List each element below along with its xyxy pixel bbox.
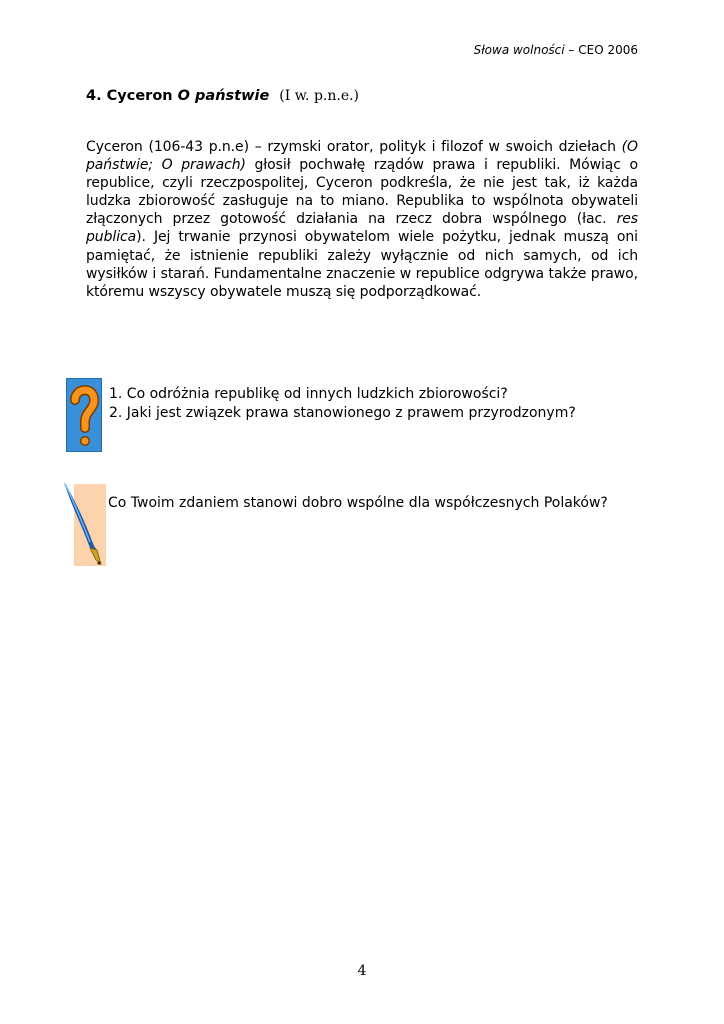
- section-title: [86, 86, 359, 106]
- paragraph-part-1: Cyceron (106-43 p.n.e) – rzymski orator, polityk i filozof w swoich dziełach: [86, 139, 622, 155]
- page-number: 4: [357, 963, 367, 979]
- question-list: [109, 385, 576, 423]
- section-date: (I w. p.n.e.): [279, 88, 360, 104]
- running-header: [474, 42, 638, 58]
- fountain-pen-icon: [60, 480, 106, 568]
- writing-prompt: Co Twoim zdaniem stanowi dobro wspólne dla współczesnych Polaków?: [108, 495, 608, 511]
- question-item: 2. Jaki jest związek prawa stanowionego z prawem przyrodzonym?: [109, 405, 576, 421]
- work-title: O państwie: [177, 88, 270, 104]
- paragraph-part-2: głosił pochwałę rządów prawa i republiki. Mówiąc o republice, czyli rzeczpospolitej, Cyceron podkreśla, że nie jest tak, iż każda ludzka zbiorowość zasługuje na to miano. Republika to wspólnota obywateli złączonych przez gotowość działania na rzecz dobra wspólnego (łac.: [86, 157, 638, 228]
- section-number-author: 4. Cyceron: [86, 88, 178, 104]
- question-mark-icon: [66, 378, 102, 452]
- publication-title: Słowa wolności: [473, 43, 565, 57]
- latin-term: res publica: [86, 211, 638, 246]
- paragraph-part-3: ). Jej trwanie przynosi obywatelom wiele pożytku, jednak muszą oni pamiętać, że istnienie republiki zależy wyłącznie od nich samych, od ich wysiłków i starań. Fundamentalne znaczenie w republice odgrywa także prawo, któremu wszyscy obywatele muszą się podporządkować.: [86, 229, 638, 300]
- body-paragraph: [86, 138, 638, 301]
- publication-info: – CEO 2006: [564, 43, 638, 57]
- works-italic: (O państwie; O prawach): [86, 139, 638, 174]
- question-item: 1. Co odróżnia republikę od innych ludzkich zbiorowości?: [109, 386, 508, 402]
